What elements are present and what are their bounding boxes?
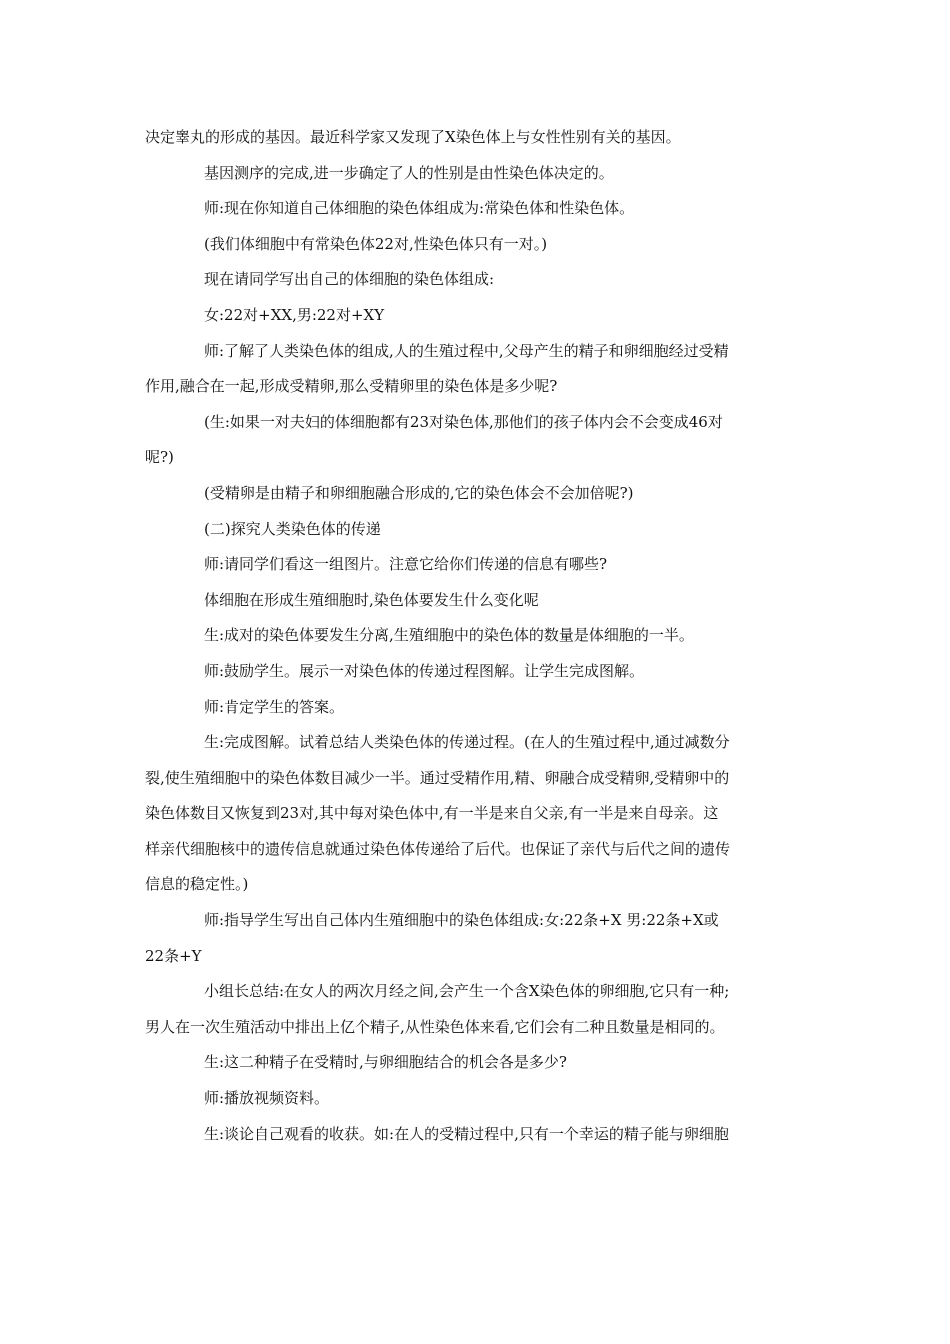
text-line: 作用,融合在一起,形成受精卵,那么受精卵里的染色体是多少呢? [145,377,558,396]
text-line: 生:成对的染色体要发生分离,生殖细胞中的染色体的数量是体细胞的一半。 [204,626,694,645]
text-line: 女:22对+XX,男:22对+XY [204,305,385,324]
text-line: 小组长总结:在女人的两次月经之间,会产生一个含X染色体的卵细胞,它只有一种; [204,982,730,1001]
text-line: 裂,使生殖细胞中的染色体数目减少一半。通过受精作用,精、卵融合成受精卵,受精卵中的 [145,768,730,787]
text-line: 师:播放视频资料。 [204,1089,330,1108]
text-line: (生:如果一对夫妇的体细胞都有23对染色体,那他们的孩子体内会不会变成46对 [204,412,723,431]
text-line: 信息的稳定性。) [145,875,249,894]
text-line: 师:现在你知道自己体细胞的染色体组成为:常染色体和性染色体。 [204,199,635,218]
text-line: (二)探究人类染色体的传递 [204,519,381,538]
text-line: (受精卵是由精子和卵细胞融合形成的,它的染色体会不会加倍呢?) [204,483,634,502]
text-line: 生:这二种精子在受精时,与卵细胞结合的机会各是多少? [204,1053,567,1072]
text-line: (我们体细胞中有常染色体22对,性染色体只有一对。) [204,234,548,253]
text-line: 样亲代细胞核中的遗传信息就通过染色体传递给了后代。也保证了亲代与后代之间的遗传 [145,839,731,858]
text-line: 22条+Y [145,946,202,965]
text-line: 现在请同学写出自己的体细胞的染色体组成: [204,270,495,289]
text-line: 师:了解了人类染色体的组成,人的生殖过程中,父母产生的精子和卵细胞经过受精 [204,341,729,360]
text-line: 男人在一次生殖活动中排出上亿个精子,从性染色体来看,它们会有二种且数量是相同的。 [145,1017,725,1036]
text-line: 基因测序的完成,进一步确定了人的性别是由性染色体决定的。 [204,163,614,182]
text-line: 师:指导学生写出自己体内生殖细胞中的染色体组成:女:22条+X 男:22条+X或 [204,911,719,930]
text-line: 师:请同学们看这一组图片。注意它给你们传递的信息有哪些? [204,555,608,574]
text-line: 生:完成图解。试着总结人类染色体的传递过程。(在人的生殖过程中,通过减数分 [204,733,730,752]
text-line: 师:肯定学生的答案。 [204,697,345,716]
text-line: 决定睾丸的形成的基因。最近科学家又发现了X染色体上与女性性别有关的基因。 [145,128,681,146]
document-body [145,124,807,1156]
text-line: 师:鼓励学生。展示一对染色体的传递过程图解。让学生完成图解。 [204,661,645,680]
text-line: 体细胞在形成生殖细胞时,染色体要发生什么变化呢 [204,590,539,609]
text-line: 生:谈论自己观看的收获。如:在人的受精过程中,只有一个幸运的精子能与卵细胞 [204,1124,729,1143]
text-line: 呢?) [145,448,174,467]
text-line: 染色体数目又恢复到23对,其中每对染色体中,有一半是来自父亲,有一半是来自母亲。这 [145,804,719,823]
